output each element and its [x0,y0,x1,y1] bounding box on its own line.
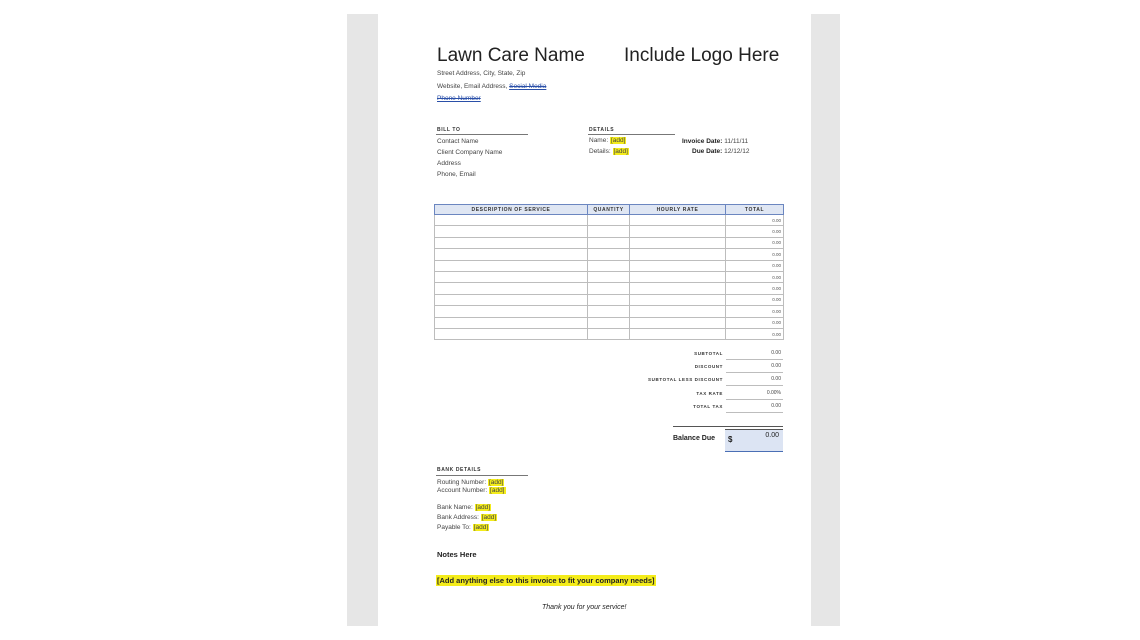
due-date-label: Due Date: [692,148,723,155]
table-row [435,294,784,305]
account-label: Account Number: [437,487,488,494]
bank-name-row [437,504,491,511]
table-row [435,249,784,260]
details-name-label: Name: [589,137,609,144]
subtotal-less-rule [726,385,783,386]
logo-placeholder: Include Logo Here [624,45,780,66]
table-row [435,260,784,271]
total-tax-label: TOTAL TAX [693,404,723,409]
quantity-cell [588,283,630,294]
quantity-cell [588,260,630,271]
tax-rate-label: TAX RATE [696,391,723,396]
details-heading: DETAILS [589,127,615,133]
due-date-value: 12/12/12 [724,148,750,155]
bank-address-add: [add] [481,514,497,521]
description-cell [435,328,588,339]
description-cell [435,260,588,271]
routing-row [437,479,504,486]
table-row [435,237,784,248]
hourly-rate-cell [630,226,726,237]
bank-name-label: Bank Name: [437,504,473,511]
items-table [434,204,784,340]
description-cell [435,294,588,305]
notes-heading: Notes Here [437,550,477,559]
total-cell: 0.00 [726,271,784,282]
table-row [435,271,784,282]
bill-to-line: Client Company Name [437,149,503,156]
bill-to-line: Address [437,160,461,167]
total-cell: 0.00 [726,249,784,260]
notes-banner: [Add anything else to this invoice to fit your company needs] [437,576,655,585]
hourly-rate-cell [630,283,726,294]
description-cell [435,215,588,226]
discount-value: 0.00 [771,363,781,369]
due-date-row [692,148,749,155]
col-header-quantity: QUANTITY [588,205,630,215]
details-details-label: Details: [589,148,611,155]
phone-line [437,95,481,102]
bank-name-add: [add] [475,504,491,511]
bill-to-line: Phone, Email [437,171,476,178]
phone-link[interactable]: Phone Number [437,95,481,102]
hourly-rate-cell [630,215,726,226]
total-cell: 0.00 [726,226,784,237]
social-media-link[interactable]: Social Media [509,83,547,90]
details-details-row [589,148,629,155]
details-details-add: [add] [613,148,628,155]
hourly-rate-cell [630,249,726,260]
total-cell: 0.00 [726,283,784,294]
table-row [435,215,784,226]
hourly-rate-cell [630,294,726,305]
details-name-add: [add] [610,137,626,144]
description-cell [435,283,588,294]
bank-address-row [437,514,497,521]
balance-due-label: Balance Due [673,435,716,442]
hourly-rate-cell [630,237,726,248]
subtotal-value: 0.00 [771,350,781,356]
subtotal-rule [726,359,783,360]
table-row [435,306,784,317]
invoice-date-row [682,138,748,145]
bill-to-line: Contact Name [437,138,479,145]
discount-rule [726,372,783,373]
quantity-cell [588,328,630,339]
payable-label: Payable To: [437,524,471,531]
page-gutter-left [347,14,378,626]
payable-row [437,524,489,531]
discount-label: DISCOUNT [694,364,723,369]
bank-address-label: Bank Address: [437,514,479,521]
subtotal-less-discount-label: SUBTOTAL LESS DISCOUNT [648,377,723,382]
total-cell: 0.00 [726,294,784,305]
hourly-rate-cell [630,260,726,271]
details-name-row [589,137,626,144]
routing-label: Routing Number: [437,479,487,486]
items-header-row [435,205,784,215]
total-cell: 0.00 [726,317,784,328]
subtotal-label: SUBTOTAL [694,351,723,356]
quantity-cell [588,306,630,317]
total-cell: 0.00 [726,215,784,226]
quantity-cell [588,249,630,260]
bill-to-rule [436,134,528,135]
tax-rate-rule [726,399,783,400]
balance-due-box [725,429,783,452]
col-header-total: TOTAL [726,205,784,215]
bill-to-heading: BILL TO [437,127,461,133]
total-tax-value: 0.00 [771,403,781,409]
table-row [435,283,784,294]
hourly-rate-cell [630,317,726,328]
business-name: Lawn Care Name [437,45,585,66]
quantity-cell [588,294,630,305]
tax-rate-value: 0.00% [766,390,781,396]
hourly-rate-cell [630,271,726,282]
description-cell [435,306,588,317]
col-header-hourly-rate: HOURLY RATE [630,205,726,215]
quantity-cell [588,271,630,282]
invoice-date-value: 11/11/11 [724,138,749,145]
balance-due-value: 0.00 [765,432,779,439]
address-line: Street Address, City, State, Zip [437,70,526,77]
table-row [435,328,784,339]
total-cell: 0.00 [726,328,784,339]
quantity-cell [588,317,630,328]
description-cell [435,317,588,328]
balance-top-rule [673,426,783,427]
account-add: [add] [490,487,505,494]
description-cell [435,249,588,260]
invoice-page [378,14,811,626]
page-gutter-right [811,14,840,626]
bank-details-rule [436,475,528,476]
contact-line [437,83,546,90]
invoice-date-label: Invoice Date: [682,138,723,145]
hourly-rate-cell [630,306,726,317]
col-header-description: DESCRIPTION OF SERVICE [435,205,588,215]
subtotal-less-discount-value: 0.00 [771,376,781,382]
total-cell: 0.00 [726,260,784,271]
currency-symbol: $ [728,435,733,444]
table-row [435,226,784,237]
payable-add: [add] [473,524,489,531]
quantity-cell [588,215,630,226]
table-row [435,317,784,328]
details-rule [588,134,675,135]
bank-details-heading: BANK DETAILS [437,467,482,473]
routing-add: [add] [488,479,504,486]
thank-you-text: Thank you for your service! [542,604,627,611]
total-cell: 0.00 [726,237,784,248]
hourly-rate-cell [630,328,726,339]
account-row [437,487,506,494]
contact-text: Website, Email Address, [437,83,508,90]
total-tax-rule [726,412,783,413]
description-cell [435,271,588,282]
total-cell: 0.00 [726,306,784,317]
description-cell [435,237,588,248]
description-cell [435,226,588,237]
quantity-cell [588,226,630,237]
quantity-cell [588,237,630,248]
